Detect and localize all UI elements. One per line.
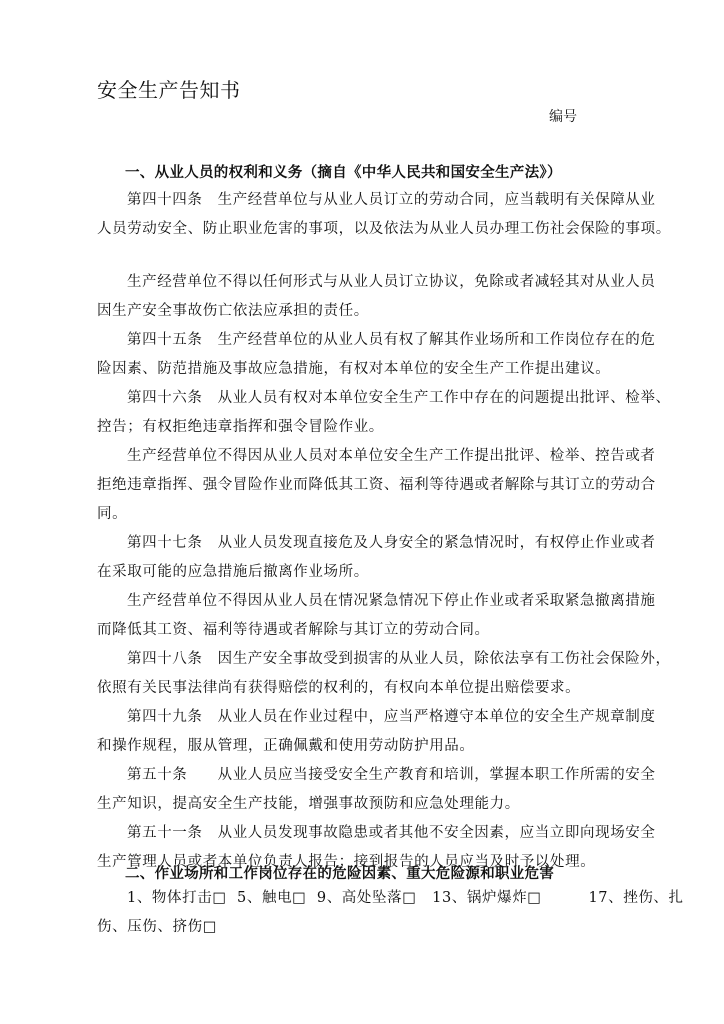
paragraph-line: 第五十一条 从业人员发现事故隐患或者其他不安全因素，应当立即向现场安全	[127, 825, 656, 841]
document-title: 安全生产告知书	[97, 78, 241, 102]
paragraph-line: 人员劳动安全、防止职业危害的事项，以及依法为从业人员办理工伤社会保险的事项。	[97, 221, 671, 237]
section-1-body	[97, 268, 671, 877]
paragraph-line: 第四十七条 从业人员发现直接危及人身安全的紧急情况时，有权停止作业或者	[127, 535, 656, 551]
paragraph-line: 因生产安全事故伤亡依法应承担的责任。	[97, 303, 369, 319]
article-44	[97, 186, 671, 244]
paragraph-line: 第四十九条 从业人员在作业过程中，应当严格遵守本单位的安全生产规章制度	[127, 709, 656, 725]
paragraph-line: 控告；有权拒绝违章指挥和强令冒险作业。	[97, 419, 384, 435]
paragraph-line: 拒绝违章指挥、强令冒险作业而降低其工资、福利等待遇或者解除与其订立的劳动合	[97, 477, 656, 493]
paragraph-line: 第四十六条 从业人员有权对本单位安全生产工作中存在的问题提出批评、检举、	[127, 390, 671, 406]
paragraph-line: 生产管理人员或者本单位负责人报告；接到报告的人员应当及时予以处理。	[97, 854, 596, 870]
hazard-list-line: 伤、压伤、挤伤□	[97, 919, 217, 935]
paragraph-line: 险因素、防范措施及事故应急措施，有权对本单位的安全生产工作提出建议。	[97, 361, 611, 377]
paragraph-line: 生产知识，提高安全生产技能，增强事故预防和应急处理能力。	[97, 796, 520, 812]
section-2-heading: 二、作业场所和工作岗位存在的危险因素、重大危险源和职业危害	[125, 866, 555, 882]
paragraph-line: 在采取可能的应急措施后撤离作业场所。	[97, 564, 369, 580]
paragraph-line: 生产经营单位不得因从业人员对本单位安全生产工作提出批评、检举、控告或者	[127, 448, 656, 464]
paragraph-line: 依照有关民事法律尚有获得赔偿的权利的，有权向本单位提出赔偿要求。	[97, 680, 581, 696]
serial-number-label: 编号	[549, 109, 577, 125]
hazard-list	[97, 884, 684, 942]
paragraph-line: 和操作规程，服从管理，正确佩戴和使用劳动防护用品。	[97, 738, 475, 754]
paragraph-line: 同。	[97, 506, 128, 522]
paragraph-line: 第四十八条 因生产安全事故受到损害的从业人员，除依法享有工伤社会保险外，	[127, 651, 671, 667]
paragraph-line: 第四十五条 生产经营单位的从业人员有权了解其作业场所和工作岗位存在的危	[127, 332, 656, 348]
section-1-heading: 一、从业人员的权利和义务（摘自《中华人民共和国安全生产法》）	[125, 165, 562, 181]
paragraph-line: 第五十条 从业人员应当接受安全生产教育和培训，掌握本职工作所需的安全	[127, 767, 656, 783]
paragraph-line: 生产经营单位不得因从业人员在情况紧急情况下停止作业或者采取紧急撤离措施	[127, 593, 656, 609]
paragraph-line: 第四十四条 生产经营单位与从业人员订立的劳动合同，应当载明有关保障从业	[127, 192, 656, 208]
hazard-list-line: 1、物体打击□ 5、触电□ 9、高处坠落□ 13、锅炉爆炸□ 17、挫伤、扎	[127, 890, 684, 906]
paragraph-line: 而降低其工资、福利等待遇或者解除与其订立的劳动合同。	[97, 622, 490, 638]
paragraph-line: 生产经营单位不得以任何形式与从业人员订立协议，免除或者减轻其对从业人员	[127, 274, 656, 290]
